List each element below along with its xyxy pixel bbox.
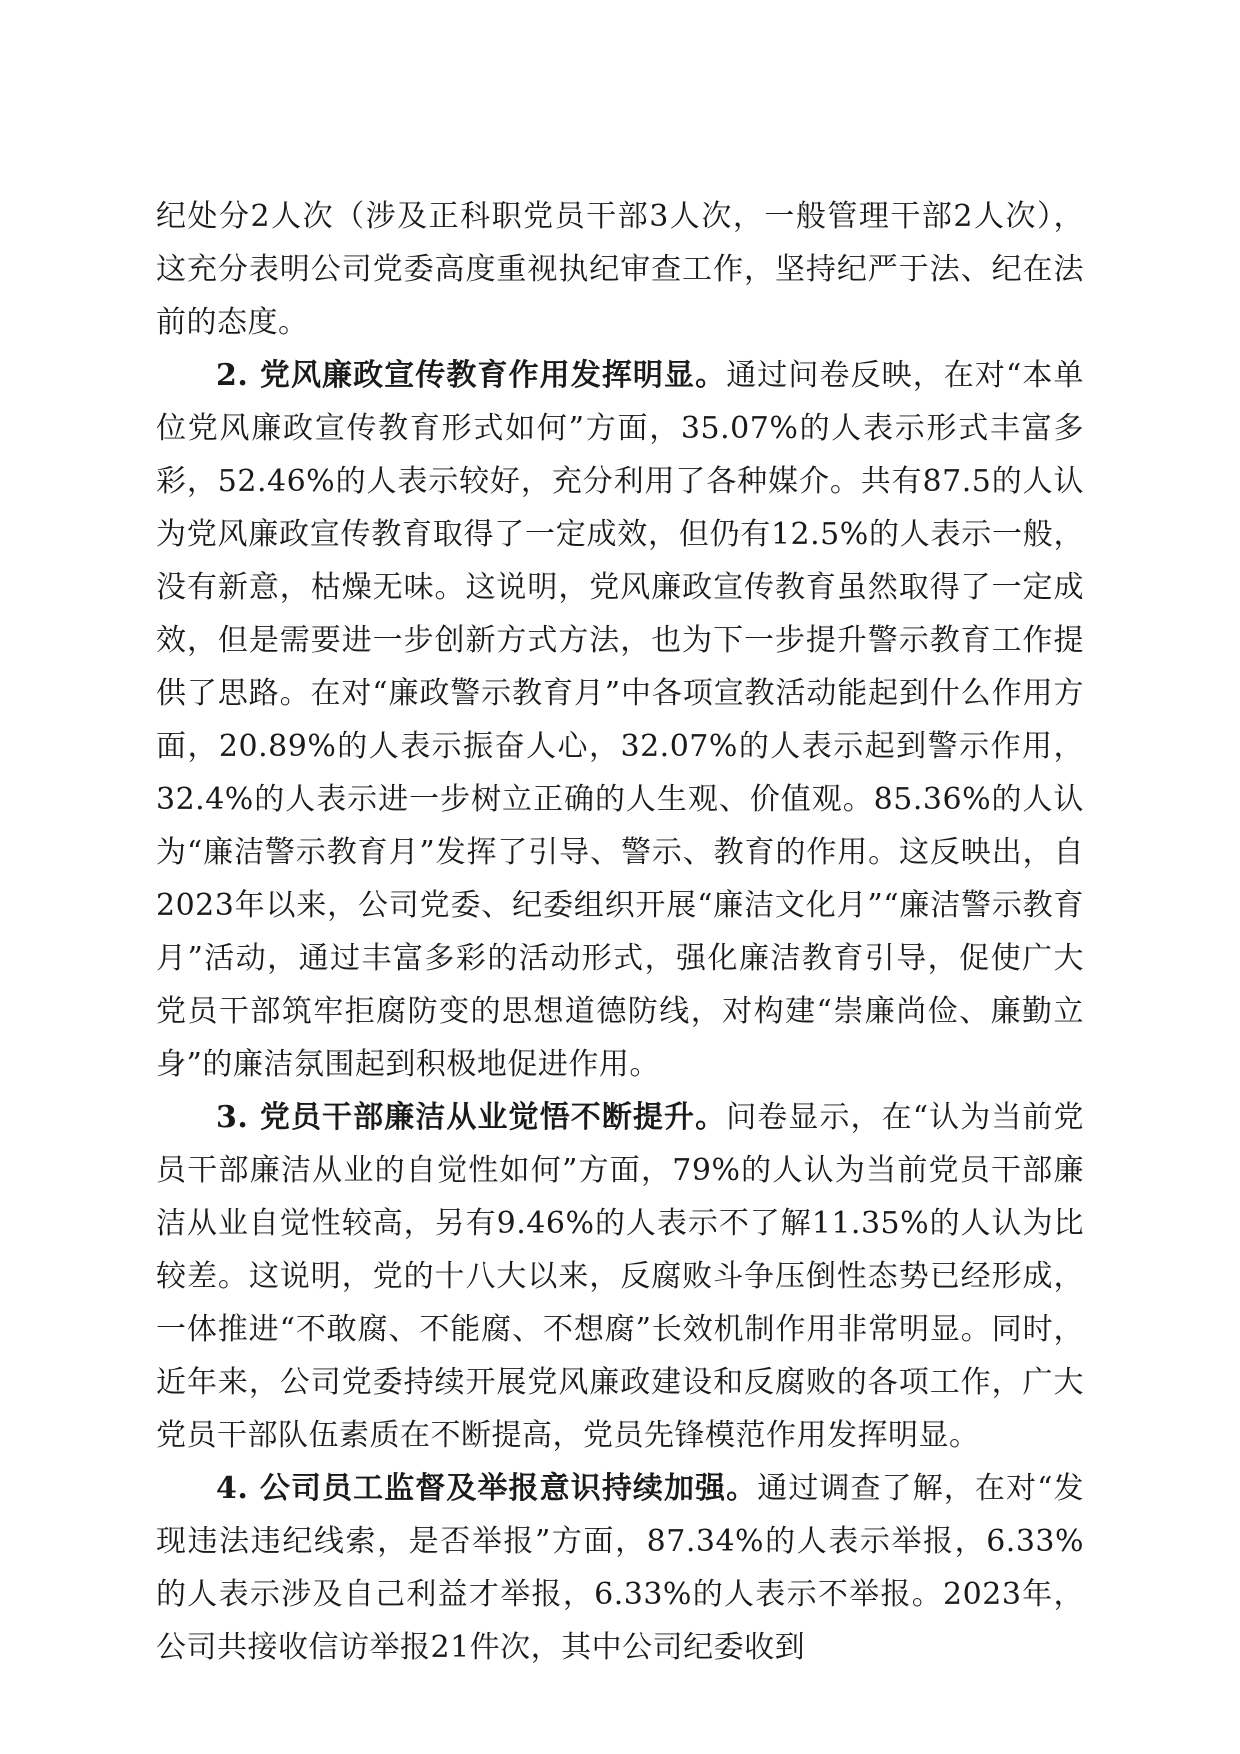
paragraph-3 (156, 1091, 1084, 1462)
paragraph-4-heading: 4. 公司员工监督及举报意识持续加强。 (216, 1471, 758, 1506)
paragraph-1-text: 纪处分2人次（涉及正科职党员干部3人次，一般管理干部2人次），这充分表明公司党委高度重视执纪审查工作，坚持纪严于法、纪在法前的态度。 (156, 199, 1084, 340)
paragraph-4-text: 通过调查了解，在对“发现违法违纪线索，是否举报”方面，87.34%的人表示举报，6.33%的人表示涉及自己利益才举报，6.33%的人表示不举报。2023年，公司共接收信访举报21件次，其中公司纪委收到 (156, 1471, 1085, 1665)
document-page (156, 190, 1084, 1674)
paragraph-3-text: 问卷显示，在“认为当前党员干部廉洁从业的自觉性如何”方面，79%的人认为当前党员干部廉洁从业自觉性较高，另有9.46%的人表示不了解11.35%的人认为比较差。这说明，党的十八大以来，反腐败斗争压倒性态势已经形成，一体推进“不敢腐、不能腐、不想腐”长效机制作用非常明显。同时，近年来，公司党委持续开展党风廉政建设和反腐败的各项工作，广大党员干部队伍素质在不断提高，党员先锋模范作用发挥明显。 (156, 1100, 1084, 1453)
paragraph-2-text: 通过问卷反映，在对“本单位党风廉政宣传教育形式如何”方面，35.07%的人表示形式丰富多彩，52.46%的人表示较好，充分利用了各种媒介。共有87.5的人认为党风廉政宣传教育取得了一定成效，但仍有12.5%的人表示一般，没有新意，枯燥无味。这说明，党风廉政宣传教育虽然取得了一定成效，但是需要进一步创新方式方法，也为下一步提升警示教育工作提供了思路。在对“廉政警示教育月”中各项宣教活动能起到什么作用方面，20.89%的人表示振奋人心，32.07%的人表示起到警示作用，32.4%的人表示进一步树立正确的人生观、价值观。85.36%的人认为“廉洁警示教育月”发挥了引导、警示、教育的作用。这反映出，自2023年以来，公司党委、纪委组织开展“廉洁文化月”“廉洁警示教育月”活动，通过丰富多彩的活动形式，强化廉洁教育引导，促使广大党员干部筑牢拒腐防变的思想道德防线，对构建“崇廉尚俭、廉勤立身”的廉洁氛围起到积极地促进作用。 (156, 358, 1084, 1082)
paragraph-2-heading: 2. 党风廉政宣传教育作用发挥明显。 (216, 358, 727, 393)
paragraph-1 (156, 190, 1084, 349)
paragraph-3-heading: 3. 党员干部廉洁从业觉悟不断提升。 (216, 1100, 727, 1135)
paragraph-2 (156, 349, 1084, 1091)
paragraph-4 (156, 1462, 1084, 1674)
